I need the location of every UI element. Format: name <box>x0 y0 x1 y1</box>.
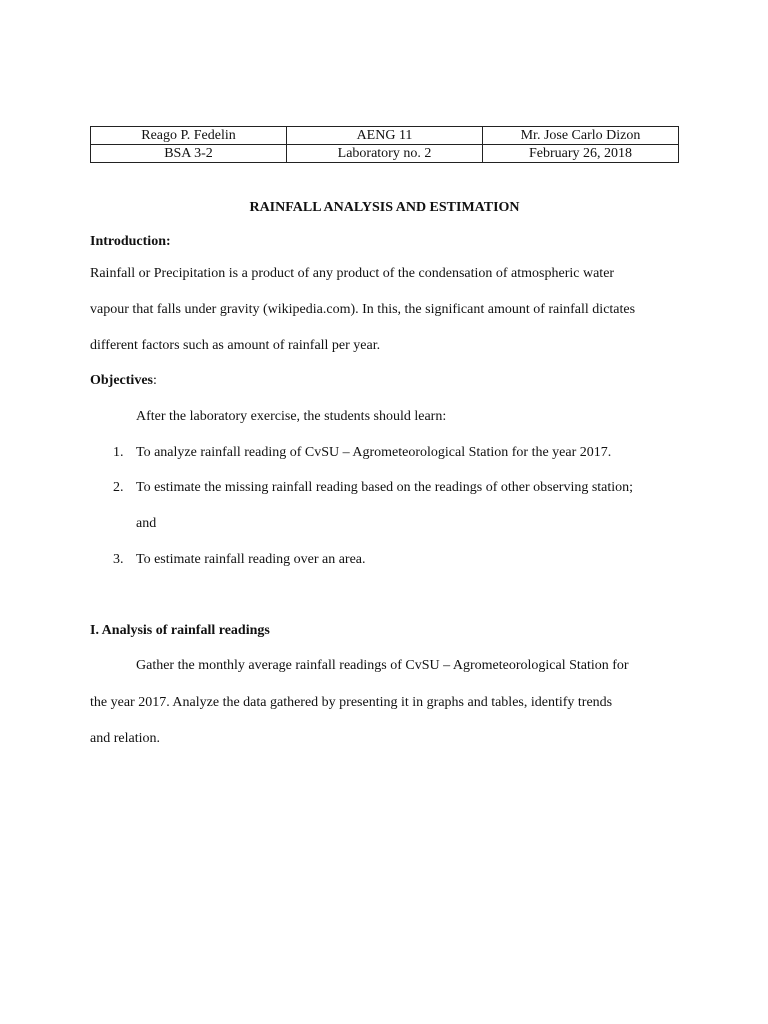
list-item-number: 1. <box>113 445 124 460</box>
course-code-cell: AENG 11 <box>287 127 483 145</box>
section-cell: BSA 3-2 <box>91 145 287 163</box>
objectives-heading: Objectives <box>90 373 153 388</box>
list-item: To analyze rainfall reading of CvSU – Agrometeorological Station for the year 2017. <box>136 445 612 460</box>
list-item: To estimate the missing rainfall reading based on the readings of other observing station; <box>136 480 634 495</box>
table-row <box>91 145 679 163</box>
header-info-table <box>90 126 679 163</box>
date-cell: February 26, 2018 <box>483 145 679 163</box>
introduction-line: vapour that falls under gravity (wikipedia.com). In this, the significant amount of rainfall dictates <box>90 302 636 317</box>
objectives-lead: After the laboratory exercise, the students should learn: <box>136 409 447 424</box>
section-paragraph-line: Gather the monthly average rainfall readings of CvSU – Agrometeorological Station for <box>136 658 629 673</box>
list-item-continuation: and <box>136 516 157 531</box>
objectives-heading-line <box>90 372 157 389</box>
table-row <box>91 127 679 145</box>
introduction-line: Rainfall or Precipitation is a product of any product of the condensation of atmospheric water <box>90 266 615 281</box>
document-title: RAINFALL ANALYSIS AND ESTIMATION <box>249 200 520 215</box>
introduction-heading: Introduction: <box>90 234 171 249</box>
list-item: To estimate rainfall reading over an area. <box>136 552 366 567</box>
list-item-number: 3. <box>113 552 124 567</box>
list-item-number: 2. <box>113 480 124 495</box>
section-paragraph-line: and relation. <box>90 731 160 746</box>
laboratory-number-cell: Laboratory no. 2 <box>287 145 483 163</box>
section-heading: I. Analysis of rainfall readings <box>90 623 270 638</box>
section-paragraph-line: the year 2017. Analyze the data gathered by presenting it in graphs and tables, identify trends <box>90 695 613 710</box>
student-name-cell: Reago P. Fedelin <box>91 127 287 145</box>
introduction-line: different factors such as amount of rainfall per year. <box>90 338 381 353</box>
instructor-cell: Mr. Jose Carlo Dizon <box>483 127 679 145</box>
objectives-heading-colon: : <box>152 373 157 388</box>
